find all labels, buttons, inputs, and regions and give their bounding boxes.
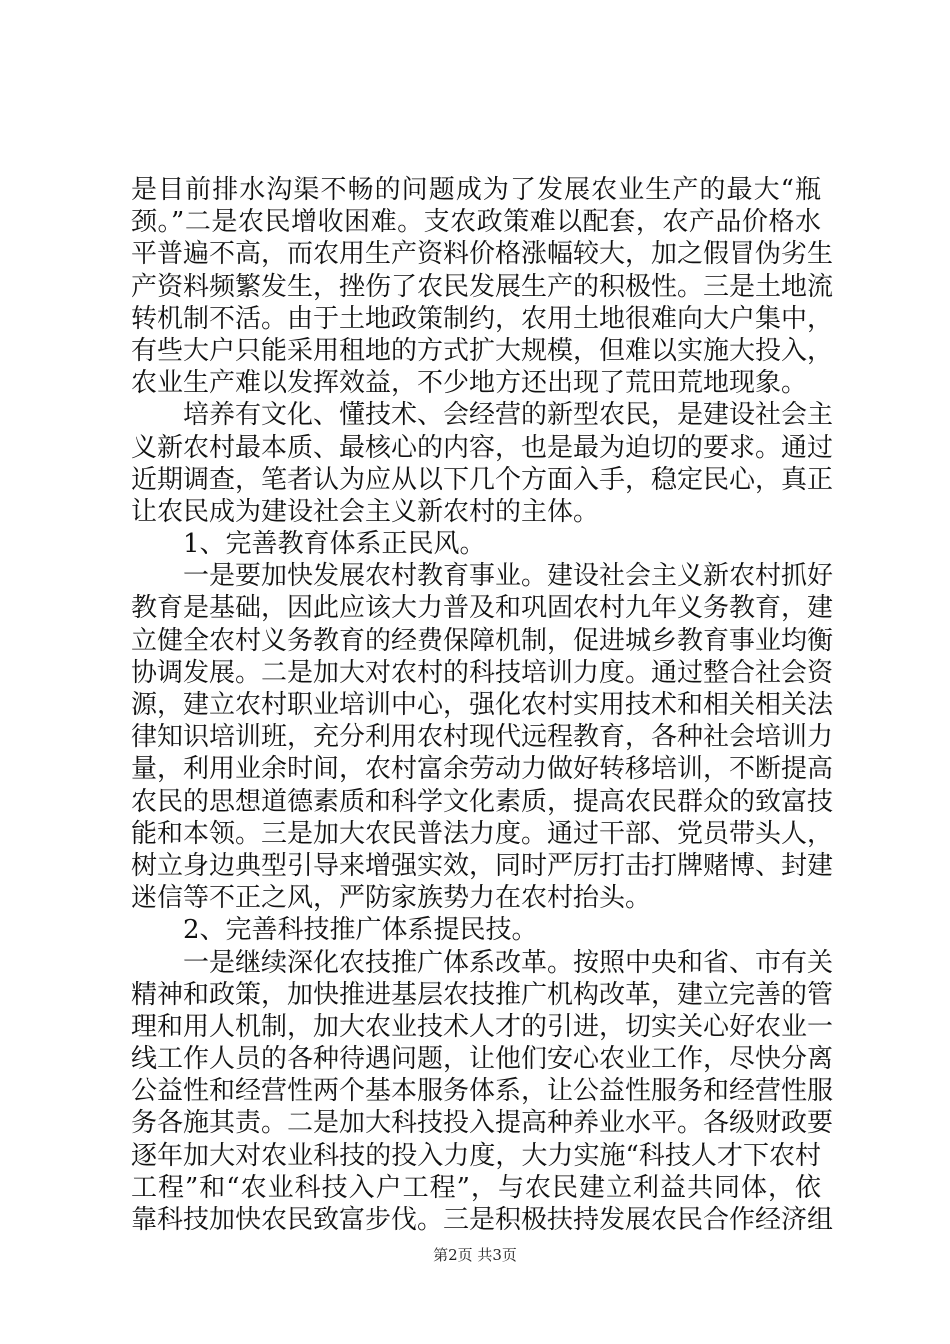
text-line: 靠科技加快农民致富步伐。三是积极扶持发展农民合作经济组	[131, 1205, 834, 1235]
text-line: 让农民成为建设社会主义新农村的主体。	[131, 496, 600, 527]
paragraph-first-line: 一是要加快发展农村教育事业。建设社会主义新农村抓好	[183, 561, 834, 592]
section-heading: 2、完善科技推广体系提民技。	[183, 915, 538, 946]
text-line: 公益性和经营性两个基本服务体系，让公益性服务和经营性服	[131, 1076, 834, 1107]
body-text	[131, 174, 834, 1236]
page-footer: 第2页 共3页	[433, 1246, 517, 1264]
text-line: 量，利用业余时间，农村富余劳动力做好转移培训，不断提高	[131, 754, 834, 785]
section-heading: 1、完善教育体系正民风。	[183, 529, 486, 560]
text-line: 近期调查，笔者认为应从以下几个方面入手，稳定民心，真正	[131, 464, 834, 495]
text-line: 产资料频繁发生，挫伤了农民发展生产的积极性。三是土地流	[131, 271, 834, 302]
text-line: 理和用人机制，加大农业技术人才的引进，切实关心好农业一	[131, 1011, 834, 1042]
text-line: 义新农村最本质、最核心的内容，也是最为迫切的要求。通过	[131, 432, 834, 463]
text-line: 工程”和“农业科技入户工程”，与农民建立利益共同体，依	[131, 1172, 821, 1203]
text-line: 源，建立农村职业培训中心，强化农村实用技术和相关相关法	[131, 690, 834, 720]
text-line: 能和本领。三是加大农民普法力度。通过干部、党员带头人，	[131, 818, 834, 849]
paragraph-first-line: 一是继续深化农技推广体系改革。按照中央和省、市有关	[183, 947, 834, 978]
text-line: 有些大户只能采用租地的方式扩大规模，但难以实施大投入，	[131, 335, 834, 366]
text-line: 是目前排水沟渠不畅的问题成为了发展农业生产的最大“瓶	[131, 175, 821, 205]
text-line: 树立身边典型引导来增强实效，同时严厉打击打牌赌博、封建	[131, 850, 834, 881]
text-line: 迷信等不正之风，严防家族势力在农村抬头。	[131, 883, 652, 914]
text-line: 立健全农村义务教育的经费保障机制，促进城乡教育事业均衡	[131, 625, 834, 656]
text-line: 精神和政策，加快推进基层农技推广机构改革，建立完善的管	[131, 979, 834, 1010]
paragraph-first-line: 培养有文化、懂技术、会经营的新型农民，是建设社会主	[183, 400, 834, 431]
text-line: 教育是基础，因此应该大力普及和巩固农村九年义务教育，建	[131, 593, 834, 624]
text-line: 律知识培训班，充分利用农村现代远程教育，各种社会培训力	[131, 722, 834, 753]
text-line: 线工作人员的各种待遇问题，让他们安心农业工作，尽快分离	[131, 1044, 834, 1075]
text-line: 农业生产难以发挥效益，不少地方还出现了荒田荒地现象。	[131, 368, 808, 399]
text-line: 逐年加大对农业科技的投入力度，大力实施“科技人才下农村	[131, 1140, 821, 1171]
text-line: 务各施其责。二是加大科技投入提高种养业水平。各级财政要	[131, 1108, 834, 1139]
text-line: 转机制不活。由于土地政策制约，农用土地很难向大户集中，	[131, 303, 834, 334]
text-line: 协调发展。二是加大对农村的科技培训力度。通过整合社会资	[131, 657, 834, 688]
text-line: 农民的思想道德素质和科学文化素质，提高农民群众的致富技	[131, 786, 834, 817]
text-line: 颈。”二是农民增收困难。支农政策难以配套，农产品价格水	[131, 207, 821, 238]
text-line: 平普遍不高，而农用生产资料价格涨幅较大，加之假冒伪劣生	[131, 239, 834, 270]
